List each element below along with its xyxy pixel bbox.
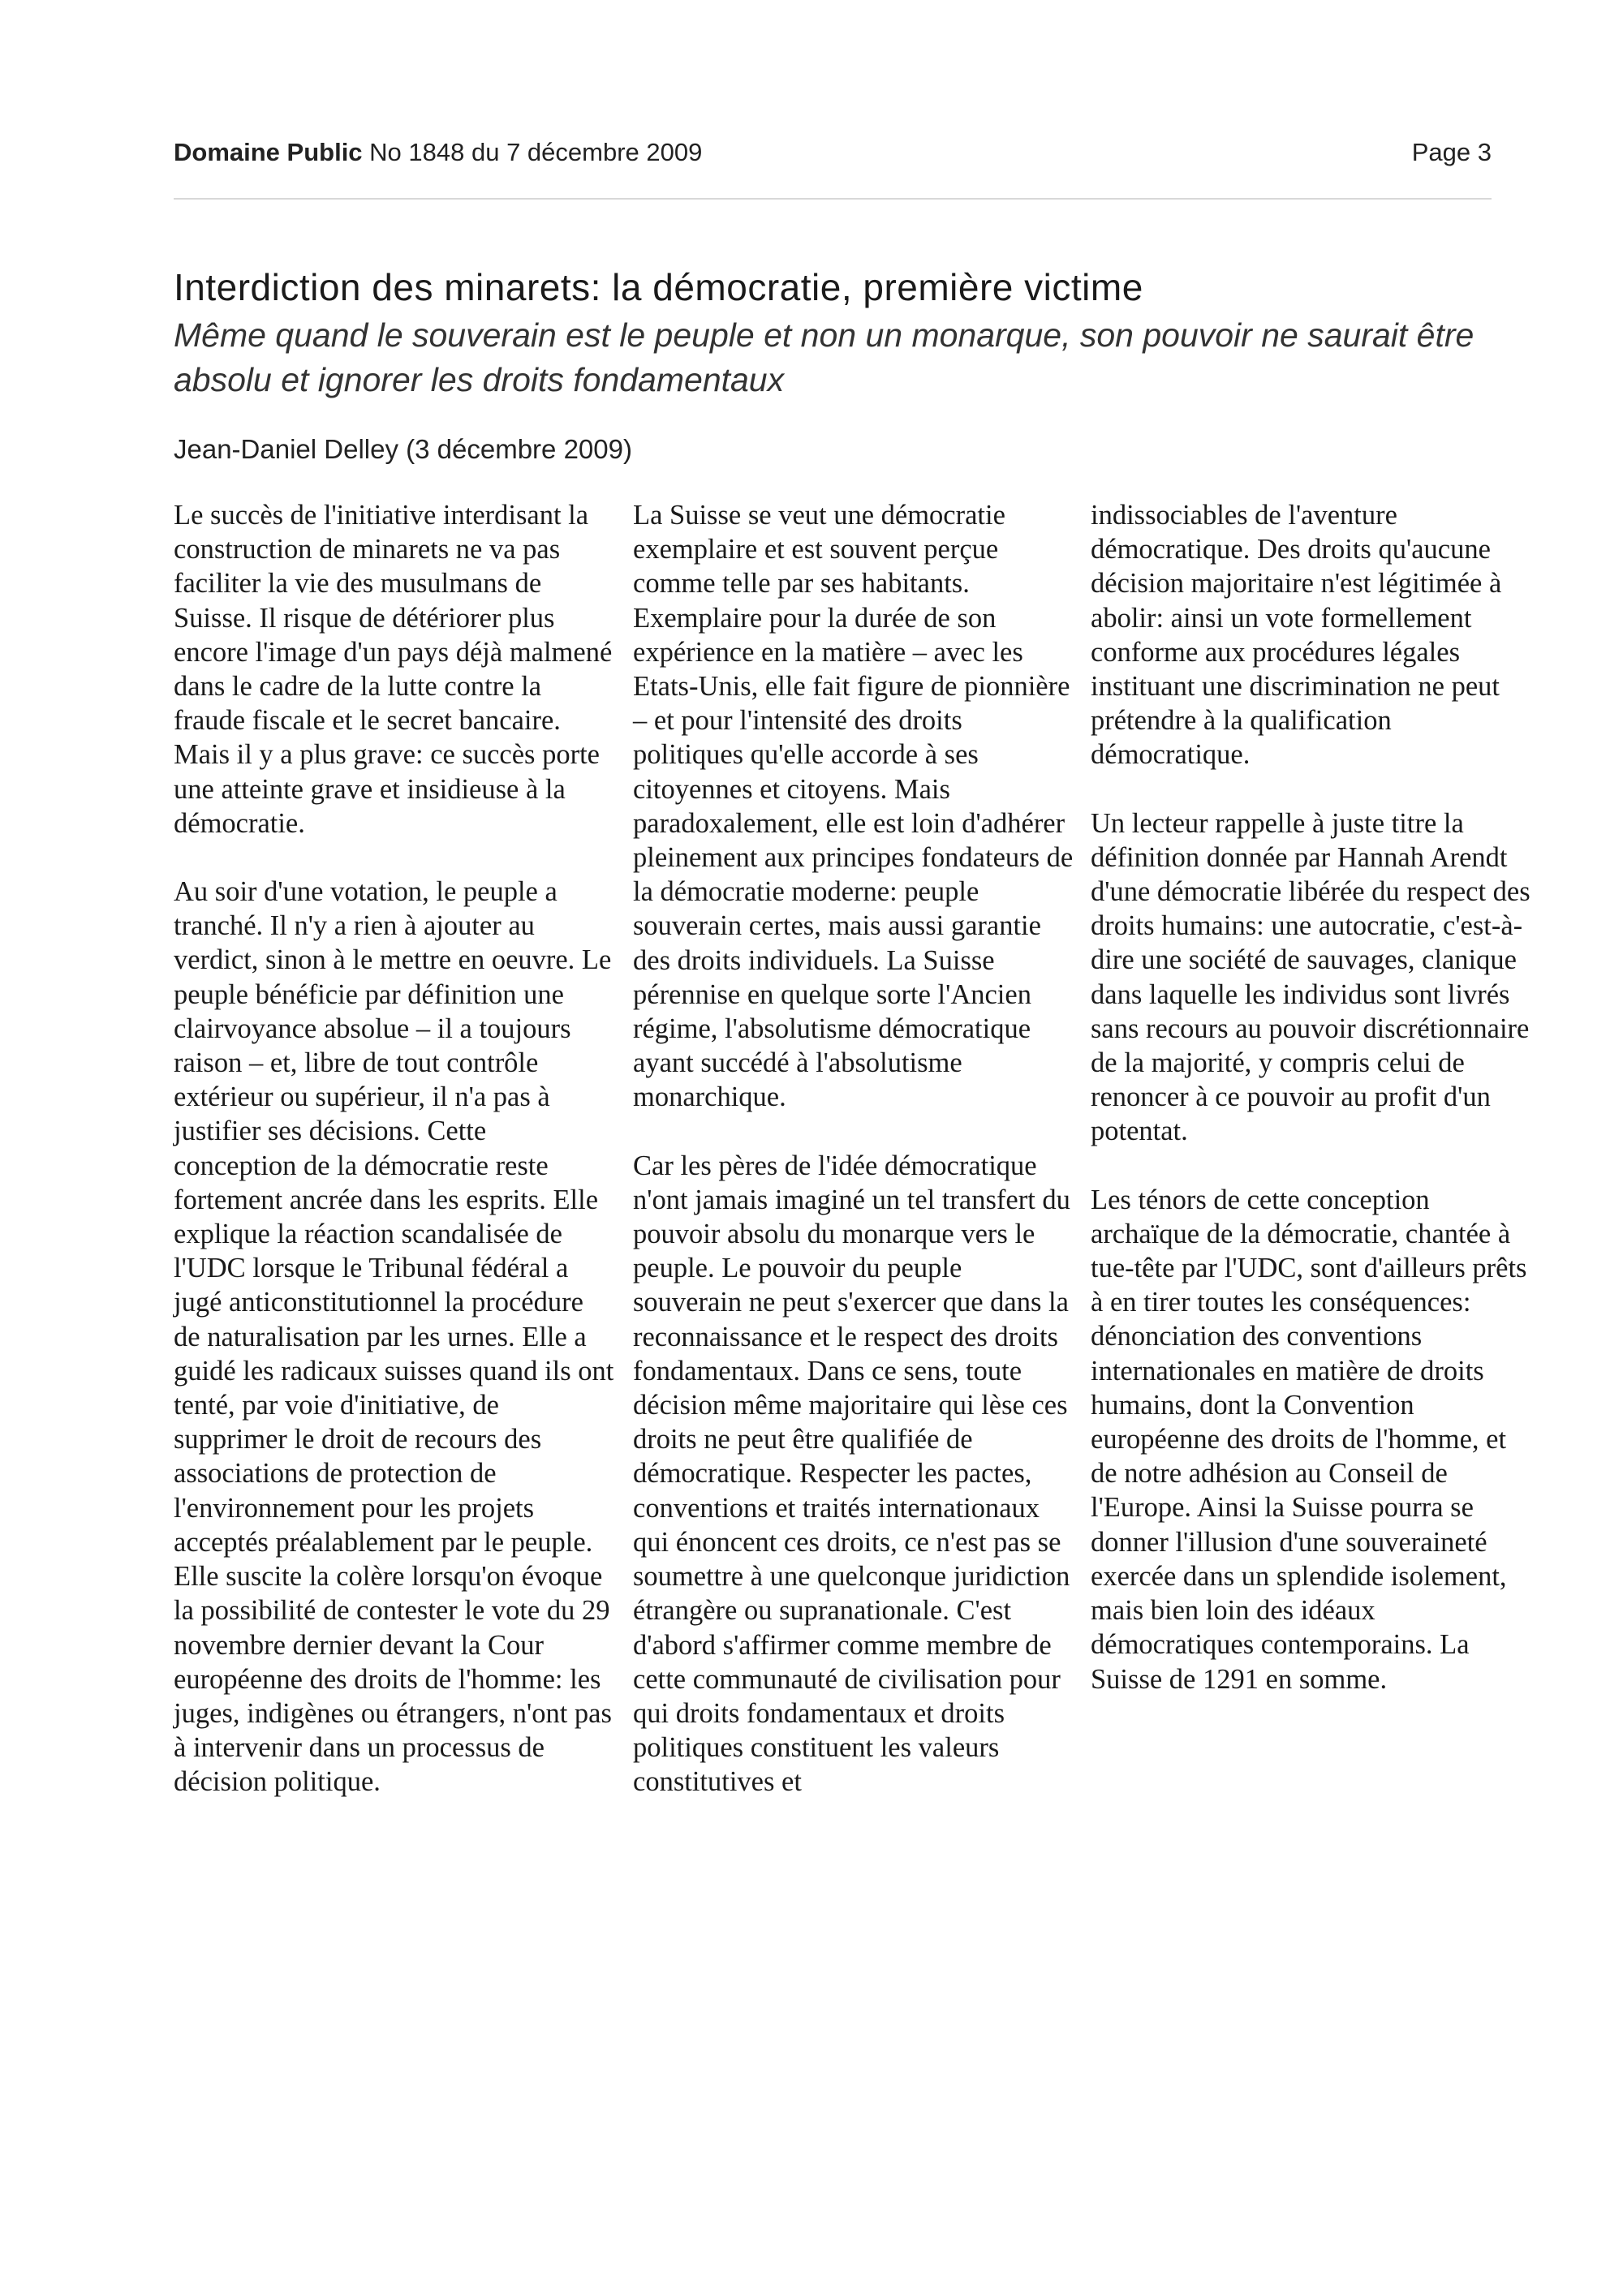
paragraph: Un lecteur rappelle à juste titre la définition donnée par Hannah Arendt d'une démocratie libérée du respect des droits humains: une autocratie, c'est-à-dire une société de sauvages, clanique dans laquelle les individus sont livrés sans recours au pouvoir discrétionnaire de la majorité, y compris celui de renoncer à ce pouvoir au profit d'un potentat. [1091,807,1530,1147]
paragraph: La Suisse se veut une démocratie exemplaire et est souvent perçue comme telle par ses habitants. Exemplaire pour la durée de son expérience en la matière – avec les Etats-Unis, elle fait figure de pionnière – et pour l'intensité des droits politiques qu'elle accorde à ses citoyennes et citoyens. Mais paradoxalement, elle est loin d'adhérer pleinement aux principes fondateurs de la démocratie moderne: peuple souverain certes, mais aussi garantie des droits individuels. La Suisse pérennise en quelque sorte l'Ancien régime, l'absolutisme démocratique ayant succédé à l'absolutisme monarchique. [633,500,1074,1113]
paragraph: Le succès de l'initiative interdisant la construction de minarets ne va pas faciliter la vie des musulmans de Suisse. Il risque de détériorer plus encore l'image d'un pays déjà malmené dans le cadre de la lutte contre la fraude fiscale et le secret bancaire. Mais il y a plus grave: ce succès porte une atteinte grave et insidieuse à la démocratie. [174,500,613,839]
article-byline: Jean-Daniel Delley (3 décembre 2009) [174,434,632,464]
page-number: Page 3 [1411,138,1492,166]
paragraph: Car les pères de l'idée démocratique n'ont jamais imaginé un tel transfert du pouvoir absolu du monarque vers le peuple. Le pouvoir du peuple souverain ne peut s'exercer que dans la reconnaissance et le respect des droits fondamentaux. Dans ce sens, toute décision même majoritaire qui lèse ces droits ne peut être qualifiée de démocratique. Respecter les pactes, conventions et traités internationaux qui énoncent ces droits, ce n'est pas se soumettre à une quelconque juridiction étrangère ou supranationale. C'est d'abord s'affirmer comme membre de cette communauté de civilisation pour qui droits fondamentaux et droits politiques constituent les valeurs constitutives et [633,1150,1070,1798]
article-subtitle: Même quand le souverain est le peuple et non un monarque, son pouvoir ne saurait être absolu et ignorer les droits fondamentaux [174,316,1474,398]
publication-line [174,138,702,167]
article-title: Interdiction des minarets: la démocratie, première victime [174,266,1143,308]
issue-info: No 1848 du 7 décembre 2009 [369,138,703,166]
paragraph: Les ténors de cette conception archaïque de la démocratie, chantée à tue-tête par l'UDC, sont d'ailleurs prêts à en tirer toutes les conséquences: dénonciation des conventions internationales en matière de droits humains, dont la Convention européenne des droits de l'homme, et de notre adhésion au Conseil de l'Europe. Ainsi la Suisse pourra se donner l'illusion d'une souveraineté exercée dans un splendide isolement, mais bien loin des idéaux démocratiques contemporains. La Suisse de 1291 en somme. [1091,1184,1527,1695]
page-header [174,135,1492,170]
paragraph: Au soir d'une votation, le peuple a tranché. Il n'y a rien à ajouter au verdict, sinon à le mettre en oeuvre. Le peuple bénéficie par définition une clairvoyance absolue – il a toujours raison – et, libre de tout contrôle extérieur ou supérieur, il n'a pas à justifier ses décisions. Cette conception de la démocratie reste fortement ancrée dans les esprits. Elle explique la réaction scandalisée de l'UDC lorsque le Tribunal fédéral a jugé anticonstitutionnel la procédure de naturalisation par les urnes. Elle a guidé les radicaux suisses quand ils ont tenté, par voie d'initiative, de supprimer le droit de recours des associations de protection de l'environnement pour les projets acceptés préalablement par le peuple. Elle suscite la colère lorsqu'on évoque la possibilité de contester le vote du 29 novembre dernier devant la Cour européenne des droits de l'homme: les juges, indigènes ou étrangers, n'ont pas à intervenir dans un processus de décision politique. [174,876,614,1798]
article-column-3 [1091,498,1533,1696]
article-column-2 [633,498,1075,1799]
article-column-1 [174,498,616,1799]
paragraph: indissociables de l'aventure démocratique. Des droits qu'aucune décision majoritaire n'est légitimée à abolir: ainsi un vote formellement conforme aux procédures légales instituant une discrimination ne peut prétendre à la qualification démocratique. [1091,500,1502,771]
publication-name: Domaine Public [174,138,363,166]
header-divider [174,198,1492,200]
